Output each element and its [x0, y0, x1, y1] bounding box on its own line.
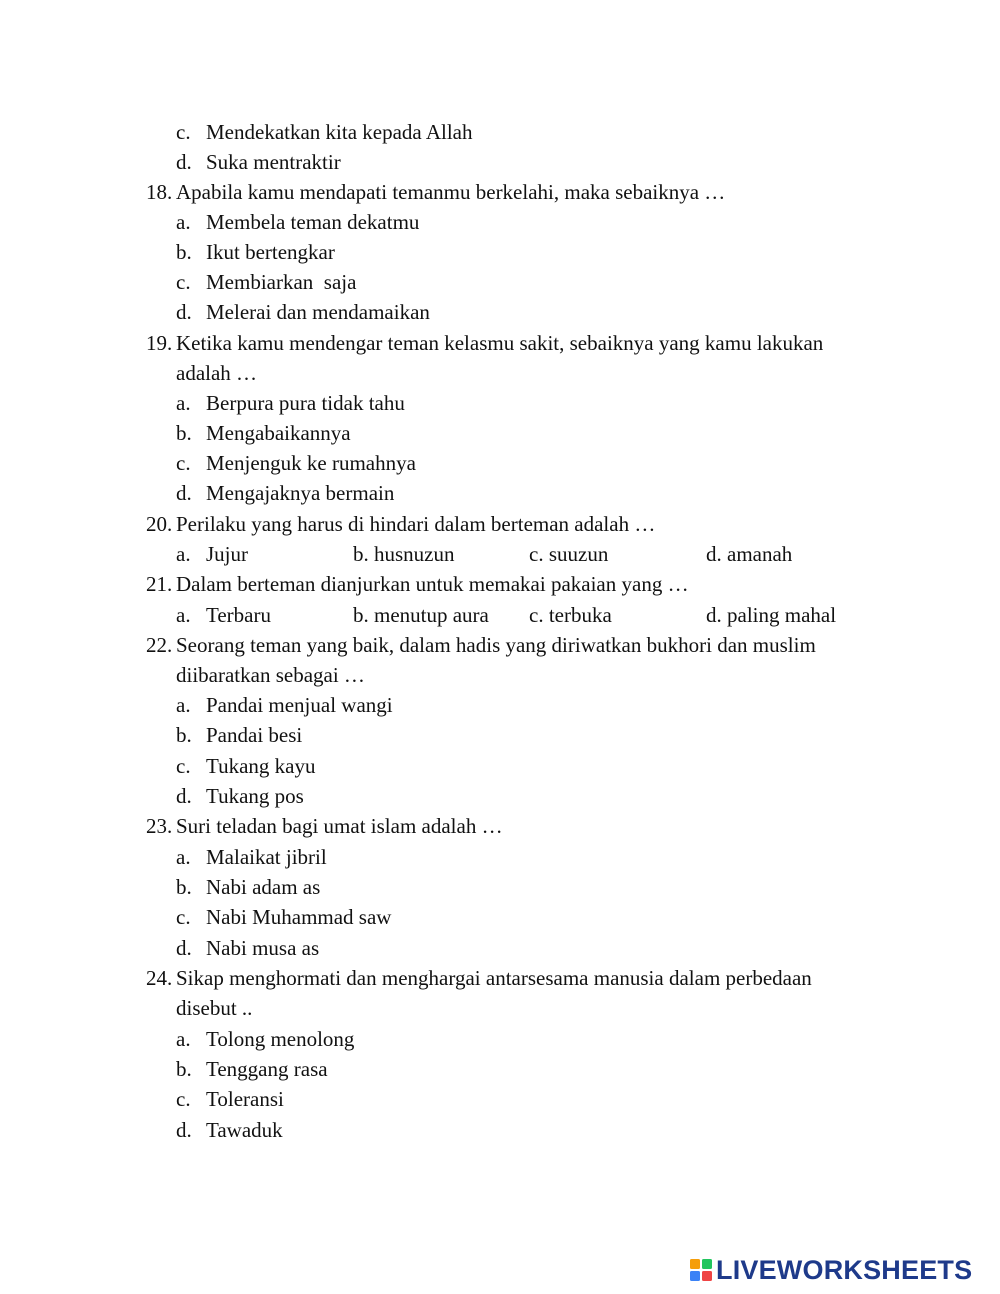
option-letter: c.	[176, 451, 191, 475]
question-text: Suri teladan bagi umat islam adalah …	[176, 814, 503, 838]
liveworksheets-logo-icon	[690, 1259, 712, 1281]
option-a-text: Terbaru	[206, 603, 271, 627]
option-text: Pandai menjual wangi	[206, 693, 393, 717]
option-letter: a.	[176, 210, 191, 234]
question-number: 24.	[146, 966, 173, 990]
option-d-text: d. paling mahal	[706, 603, 837, 627]
option-text: Berpura pura tidak tahu	[206, 391, 405, 415]
option-text: Tukang kayu	[206, 754, 316, 778]
question-text: adalah …	[176, 361, 258, 385]
option-b-text: b. menutup aura	[353, 603, 489, 627]
question-number: 22.	[146, 633, 173, 657]
question-text: Perilaku yang harus di hindari dalam berteman adalah …	[176, 512, 656, 536]
option-text: Tawaduk	[206, 1118, 283, 1142]
option-letter: c.	[176, 905, 191, 929]
question-text: Dalam berteman dianjurkan untuk memakai pakaian yang …	[176, 572, 689, 596]
brand-name: LIVEWORKSHEETS	[716, 1254, 973, 1285]
question-text: Sikap menghormati dan menghargai antarsesama manusia dalam perbedaan	[176, 966, 812, 990]
option-letter: a.	[176, 693, 191, 717]
option-text: Mengajaknya bermain	[206, 481, 395, 505]
question-number: 23.	[146, 814, 173, 838]
option-text: Tolong menolong	[206, 1027, 355, 1051]
question-text: diibaratkan sebagai …	[176, 663, 365, 687]
option-text: Nabi musa as	[206, 936, 320, 960]
question-number: 19.	[146, 331, 173, 355]
option-letter: a.	[176, 603, 191, 627]
liveworksheets-logo	[690, 1254, 990, 1286]
option-text: Membela teman dekatmu	[206, 210, 420, 234]
option-letter: d.	[176, 481, 192, 505]
option-letter: a.	[176, 1027, 191, 1051]
option-text: Membiarkan saja	[206, 270, 357, 294]
option-letter: b.	[176, 723, 192, 747]
option-letter: b.	[176, 875, 192, 899]
option-letter: b.	[176, 421, 192, 445]
option-letter: a.	[176, 391, 191, 415]
option-letter: d.	[176, 150, 192, 174]
option-text: Nabi Muhammad saw	[206, 905, 392, 929]
option-text: Mengabaikannya	[206, 421, 351, 445]
question-text: Ketika kamu mendengar teman kelasmu sakit, sebaiknya yang kamu lakukan	[176, 331, 824, 355]
option-letter: a.	[176, 845, 191, 869]
option-text: Melerai dan mendamaikan	[206, 300, 430, 324]
option-text: Menjenguk ke rumahnya	[206, 451, 416, 475]
option-c-text: c. suuzun	[529, 542, 609, 566]
option-text: Malaikat jibril	[206, 845, 327, 869]
option-b-text: b. husnuzun	[353, 542, 455, 566]
option-text: Nabi adam as	[206, 875, 321, 899]
option-letter: d.	[176, 936, 192, 960]
question-text: Apabila kamu mendapati temanmu berkelahi, maka sebaiknya …	[176, 180, 726, 204]
option-text: Mendekatkan kita kepada Allah	[206, 120, 473, 144]
option-letter: c.	[176, 1087, 191, 1111]
option-text: Pandai besi	[206, 723, 303, 747]
option-letter: d.	[176, 1118, 192, 1142]
option-letter: c.	[176, 754, 191, 778]
option-letter: d.	[176, 300, 192, 324]
option-a-text: Jujur	[206, 542, 248, 566]
option-text: Tenggang rasa	[206, 1057, 328, 1081]
question-text: Seorang teman yang baik, dalam hadis yang diriwatkan bukhori dan muslim	[176, 633, 816, 657]
option-letter: b.	[176, 1057, 192, 1081]
question-number: 21.	[146, 572, 173, 596]
option-letter: a.	[176, 542, 191, 566]
option-text: Tukang pos	[206, 784, 304, 808]
question-number: 20.	[146, 512, 173, 536]
option-letter: d.	[176, 784, 192, 808]
option-c-text: c. terbuka	[529, 603, 612, 627]
option-text: Toleransi	[206, 1087, 284, 1111]
question-text: disebut ..	[176, 996, 253, 1020]
option-letter: c.	[176, 270, 191, 294]
option-letter: c.	[176, 120, 191, 144]
option-text: Ikut bertengkar	[206, 240, 335, 264]
question-number: 18.	[146, 180, 173, 204]
option-d-text: d. amanah	[706, 542, 793, 566]
option-text: Suka mentraktir	[206, 150, 341, 174]
option-letter: b.	[176, 240, 192, 264]
